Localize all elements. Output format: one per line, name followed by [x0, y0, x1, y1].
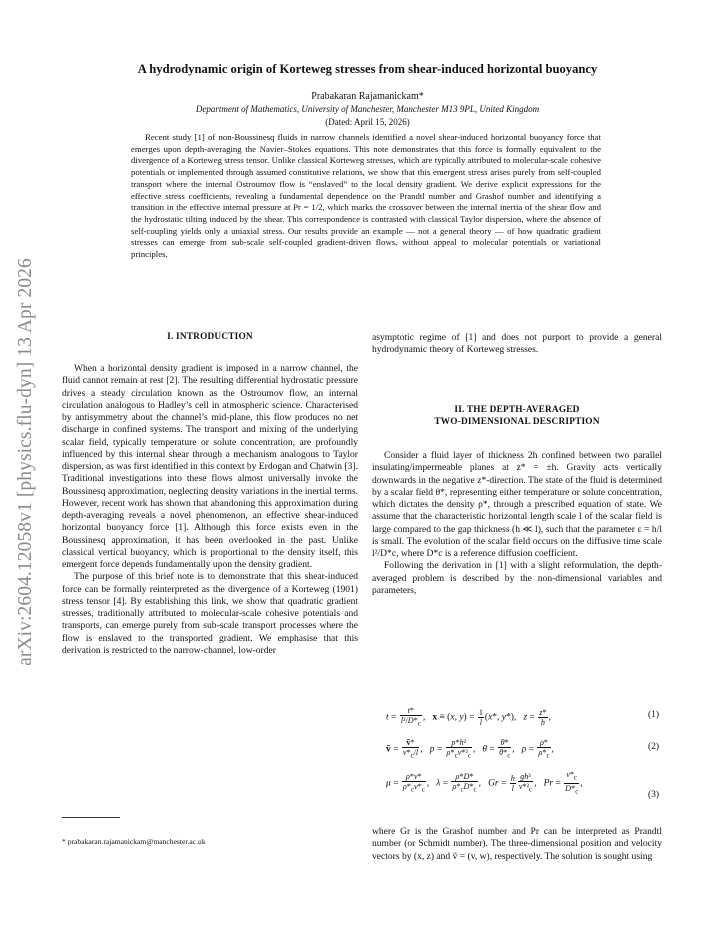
footnote-rule [62, 817, 120, 818]
author-affiliation: Department of Mathematics, University of Manchester, Manchester M13 9PL, United Kingdom [195, 104, 540, 114]
author-name: Prabakaran Rajamanickam* [311, 91, 424, 102]
equation-1-number: (1) [648, 710, 660, 720]
footnote-email: * prabakaran.rajamanickam@manchester.ac.uk [62, 837, 206, 846]
section-heading-line-2: TWO-DIMENSIONAL DESCRIPTION [434, 417, 600, 427]
equation-3-number: (3) [648, 790, 660, 800]
section-heading-depth-averaged [372, 404, 662, 428]
abstract: Recent study [1] of non-Boussinesq fluids in narrow channels identified a novel shear-induced horizontal buoyancy force that emerges upon depth-averaging the Navier–Stokes equations. This note demonstrates that this force is formally equivalent to the divergence of a Korteweg stress tensor. Unlike classical Korteweg stresses, which are typically attributed to molecular-scale cohesive potentials or implemented through assumed constitutive relations, we show that this emergent stress arises purely from self-coupled transport where the internal Ostroumov flow is “enslaved” to the local density gradient. We derive explicit expressions for the effective stress coefficients, revealing a fundamental dependence on the Prandtl number and Grashof number and identifying a transition in the effective internal pressure at Pr = 1/2, which marks the crossover between the internal inertia of the shear flow and the hydrostatic tilting induced by the shear. This correspondence is contrasted with classical Taylor dispersion, where the absence of self-coupling yields only a uniaxial stress. Our results provide an example — not a general theory — of how quadratic gradient stresses can emerge from sub-scale self-coupled gradient-driven flows, without appeal to molecular potentials or variational principles. [131, 132, 601, 260]
section2-paragraph-3: where Gr is the Grashof number and Pr can be interpreted as Prandtl number (or Schmidt number). The three-dimensional position and velocity vectors by (x, z) and ṽ = (v, w), respectively. The solution is sought using [372, 826, 662, 862]
intro-paragraph-2: The purpose of this brief note is to demonstrate that this shear-induced force can be formally reinterpreted as the divergence of a Korteweg (1901) stress tensor [4]. By establishing this link, we show that quadratic gradient stresses, traditionally attributed to molecular-scale cohesive potentials and transports, can emerge purely from sub-scale transport processes where the flow is enslaved to the transported gradient. We emphasise that this derivation is restricted to the narrow-channel, low-order [62, 571, 358, 656]
section2-paragraph-1: Consider a fluid layer of thickness 2h confined between two parallel insulating/impermeable planes at z* = ±h. Gravity acts vertically downwards in the negative z*-direction. The state of the fluid is determined by a scalar field θ*, representing either temperature or solute concentration, which dictates the density ρ*, through a prescribed equation of state. We assume that the characteristic horizontal length scale l of the scalar field is large compared to the gap thickness (h ≪ l), such that the parameter ε = h/l is small. The evolution of the scalar field occurs on the diffusive time scale l²/D*c, where D*c is a reference diffusion coefficient. [372, 450, 662, 559]
section2-text-after-equations [372, 826, 662, 863]
intro-paragraph-1: When a horizontal density gradient is imposed in a narrow channel, the fluid cannot remain at rest [2]. The resulting differential hydrostatic pressure drives a steady circulation known as the Ostroumov flow, an internal circulation analogous to Hadley’s cell in atmospheric science. Characterised by antisymmetry about the channel’s mid-plane, this flow produces no net discharge in confined systems. The transport and mixing of the underlying scalar field, typically temperature or solute concentration, are profoundly influenced by this internal shear through a mechanism analogous to Taylor dispersion, as was first identified in this context by Erdogan and Chatwin [3]. Traditional investigations into these flows almost universally invoke the Boussinesq approximation, neglecting density variations in the inertial terms. However, recent work has shown that abandoning this approximation during depth-averaging reveals a novel phenomenon, an effective shear-induced horizontal buoyancy force [1]. Although this force exists even in the Boussinesq approximation, it has been overlooked in the past. Unlike classical vertical buoyancy, which is proportional to the density itself, this emergent force depends fundamentally upon the density gradient. [62, 363, 358, 570]
equation-1: t = $\frac{t*}{l^2/D*_c}$ , x ≡ (x, y) = $\frac{1}{l}$ (x*, y*), z = $\frac{z*}{h}$ , [386, 706, 551, 728]
paper-title: A hydrodynamic origin of Korteweg stresses from shear-induced horizontal buoyancy [137, 62, 598, 76]
equation-3: μ = $\frac{\rho*\nu*}{\rho*_c\nu*_c}$ , λ = $\frac{\rho*D*}{\rho*_cD*_c}$ , Gr = $\frac{h}{l}$ $\frac{\text{gh³}}{\nu*^2_c}$ , Pr = $\frac{\nu*_c}{D*_c}$ , [386, 770, 583, 796]
section2-text [372, 450, 662, 597]
section-heading-introduction: I. INTRODUCTION [167, 332, 253, 342]
section-heading-line-1: II. THE DEPTH-AVERAGED [454, 405, 580, 415]
arxiv-stamp: arXiv:2604.12058v1 [physics.flu-dyn] 13 Apr 2026 [15, 258, 36, 666]
dated-line: (Dated: April 15, 2026) [325, 117, 410, 127]
section2-paragraph-2: Following the derivation in [1] with a slight reformulation, the depth-averaged problem is described by the non-dimensional variables and parameters, [372, 560, 662, 596]
intro-paragraph-2-continued: asymptotic regime of [1] and does not purport to provide a general hydrodynamic theory of Korteweg stresses. [372, 332, 662, 356]
left-column-text [62, 363, 358, 657]
equation-2: ṽ = $\frac{\text{ṽ*}}{\nu*_c/l}$ , p = $\frac{\text{p*h²}}{\rho*_c\nu*^2_c}$ , θ = $\frac{\theta*}{\theta*_c}$ , ρ = $\frac{\rho*}{\rho*_c}$ , [386, 738, 554, 760]
equation-2-number: (2) [648, 742, 660, 752]
right-column-continuation [372, 332, 662, 357]
